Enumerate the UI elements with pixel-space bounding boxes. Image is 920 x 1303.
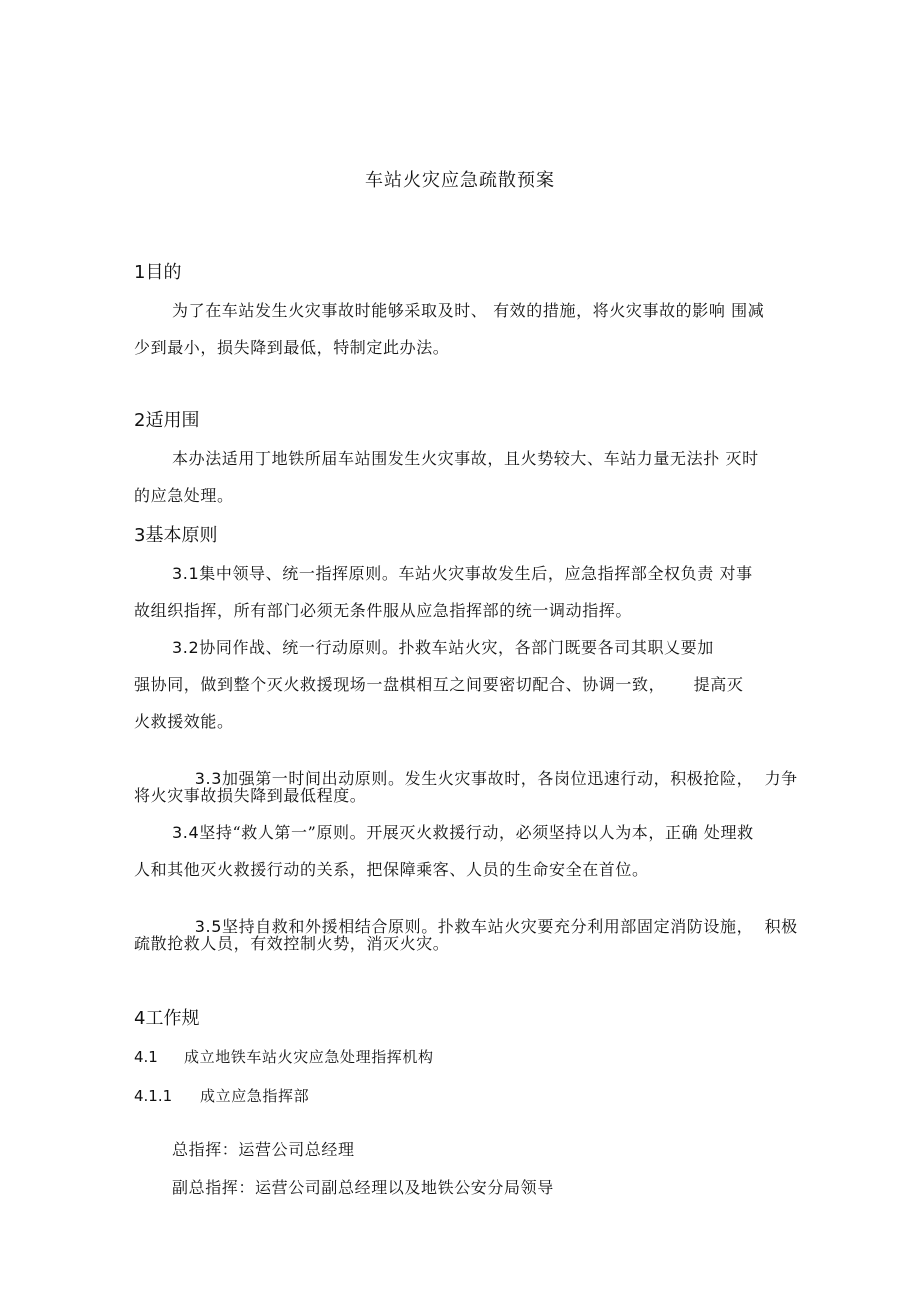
subsection-number: 4.1 [134,1048,158,1066]
item-text: 加强第一时间出动原则。发生火灾事故时，各岗位迅速行动，积极抢险， 力争 [222,769,798,788]
paragraph-line: 本办法适用丁地铁所届车站围发生火灾事故，且火势较大、车站力量无法扑 灭时 [172,449,759,468]
paragraph-line: 强协同，做到整个灭火救援现场一盘棋相互之间要密切配合、协调一致， 提高灭 [134,675,744,694]
item-text: 集中领导、统一指挥原则。车站火灾事故发生后，应急指挥部全权负责 对事 [199,564,753,583]
paragraph-line: 为了在车站发生火灾事故时能够采取及时、 有效的措施，将火灾事故的影响 围减 [172,301,765,320]
item-number: 3.4 [172,823,200,842]
section-heading-principles: 3基本原则 [134,525,218,546]
subsection-text: 成立应急指挥部 [200,1087,310,1105]
principle-item-line [172,823,754,843]
section-heading-purpose: 1目的 [134,262,182,283]
command-role-line: 总指挥：运营公司总经理 [172,1140,355,1159]
item-number: 3.3 [194,769,222,788]
principle-item-line [172,638,714,658]
document-title: 车站火灾应急疏散预案 [365,170,555,191]
item-text: 坚持“救人第一”原则。开展灭火救援行动，必须坚持以人为本，正确 处理救 [199,823,754,842]
command-role-line: 副总指挥：运营公司副总经理以及地铁公安分局领导 [172,1178,554,1197]
subsection-heading [134,1047,434,1067]
paragraph-line: 将火灾事故损失降到最低程度。 [134,786,367,805]
paragraph-line: 疏散抢救人员，有效控制火势，消灭火灾。 [134,934,450,953]
item-number: 3.5 [194,917,222,936]
subsection-heading [134,1086,309,1106]
paragraph-line: 少到最小，损失降到最低，特制定此办法。 [134,338,450,357]
subsection-number: 4.1.1 [134,1087,173,1105]
paragraph-line: 人和其他灭火救援行动的关系，把保障乘客、人员的生命安全在首位。 [134,860,649,879]
subsection-text: 成立地铁车站火灾应急处理指挥机构 [184,1048,434,1066]
paragraph-line: 的应急处理。 [134,486,234,505]
item-number: 3.1 [172,564,200,583]
item-text: 协同作战、统一行动原则。扑救车站火灾，各部门既要各司其职乂要加 [199,638,714,657]
item-text: 坚持自救和外援相结合原则。扑救车站火灾要充分利用部固定消防设施， 积极 [222,917,798,936]
paragraph-line: 故组织指挥，所有部门必须无条件服从应急指挥部的统一调动指挥。 [134,601,633,620]
section-heading-work-rules: 4工作规 [134,1008,200,1029]
section-heading-scope: 2适用围 [134,410,200,431]
principle-item-line [172,564,753,584]
paragraph-line: 火救援效能。 [134,712,234,731]
item-number: 3.2 [172,638,200,657]
